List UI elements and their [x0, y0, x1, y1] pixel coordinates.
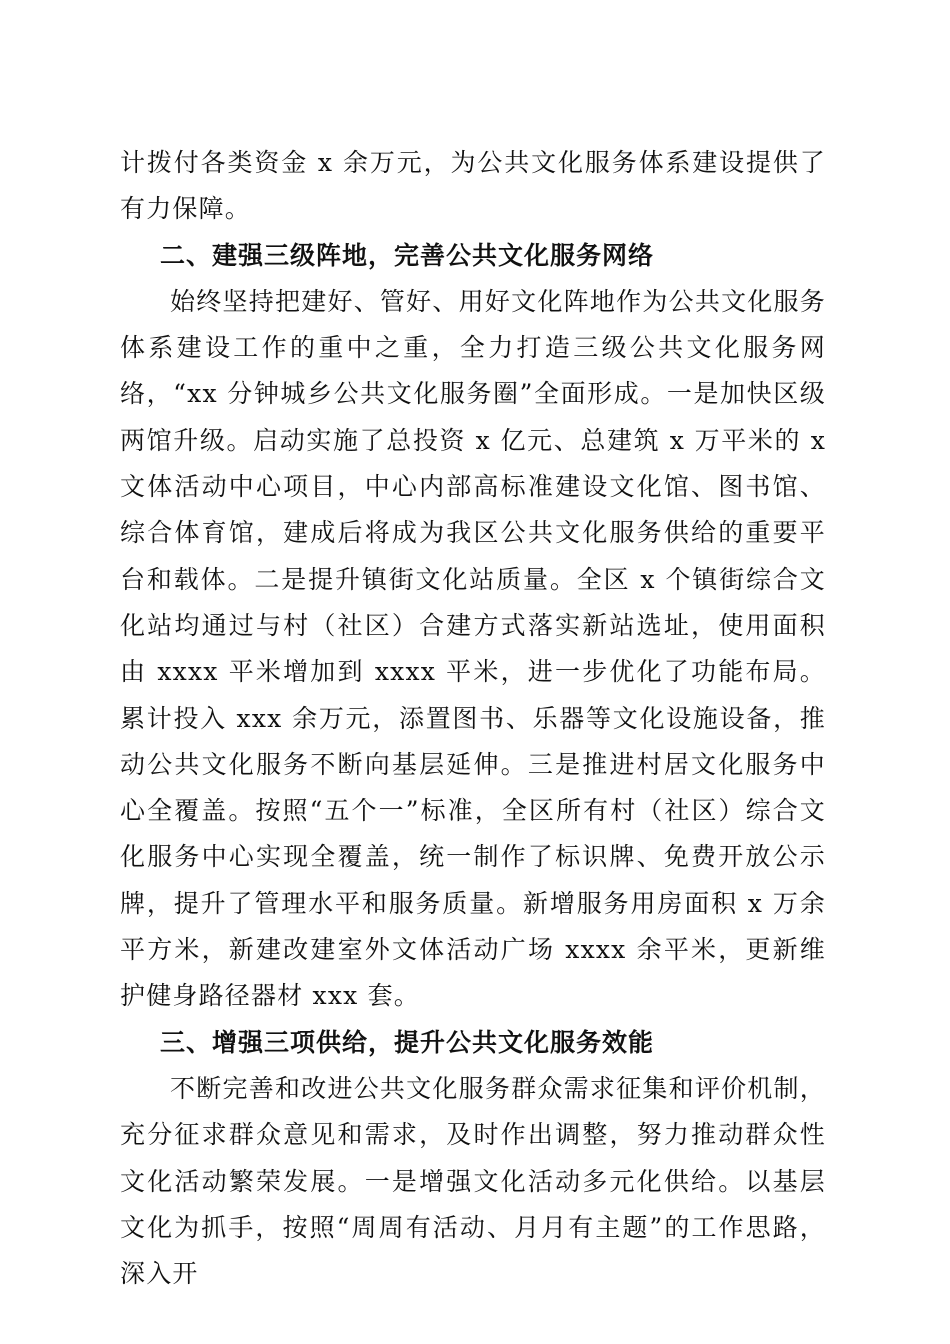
document-body — [120, 140, 826, 1297]
section-heading-three: 三、增强三项供给，提升公共文化服务效能 — [160, 1027, 655, 1057]
section-heading-two: 二、建强三级阵地，完善公共文化服务网络 — [160, 240, 655, 270]
paragraph-three-level-network: 始终坚持把建好、管好、用好文化阵地作为公共文化服务体系建设工作的重中之重，全力打造三级公共文化服务网络，“xx 分钟城乡公共文化服务圈”全面形成。一是加快区级两馆升级。启动实施了总投资 x 亿元、总建筑 x 万平米的 x 文体活动中心项目，中心内部高标准建设文化馆、图书馆、综合体育馆，建成后将成为我区公共文化服务供给的重要平台和载体。二是提升镇街文化站质量。全区 x 个镇街综合文化站均通过与村（社区）合建方式落实新站选址，使用面积由 xxxx 平米增加到 xxxx 平米，进一步优化了功能布局。累计投入 xxx 余万元，添置图书、乐器等文化设施设备，推动公共文化服务不断向基层延伸。三是推进村居文化服务中心全覆盖。按照“五个一”标准，全区所有村（社区）综合文化服务中心实现全覆盖，统一制作了标识牌、免费开放公示牌，提升了管理水平和服务质量。新增服务用房面积 x 万余平方米，新建改建室外文体活动广场 xxxx 余平米，更新维护健身路径器材 xxx 套。 — [120, 286, 826, 1011]
paragraph-funding-summary: 计拨付各类资金 x 余万元，为公共文化服务体系建设提供了有力保障。 — [120, 148, 826, 224]
paragraph-service-efficiency: 不断完善和改进公共文化服务群众需求征集和评价机制，充分征求群众意见和需求，及时作出调整，努力推动群众性文化活动繁荣发展。一是增强文化活动多元化供给。以基层文化为抓手，按照“周周有活动、月月有主题”的工作思路，深入开 — [120, 1073, 826, 1289]
